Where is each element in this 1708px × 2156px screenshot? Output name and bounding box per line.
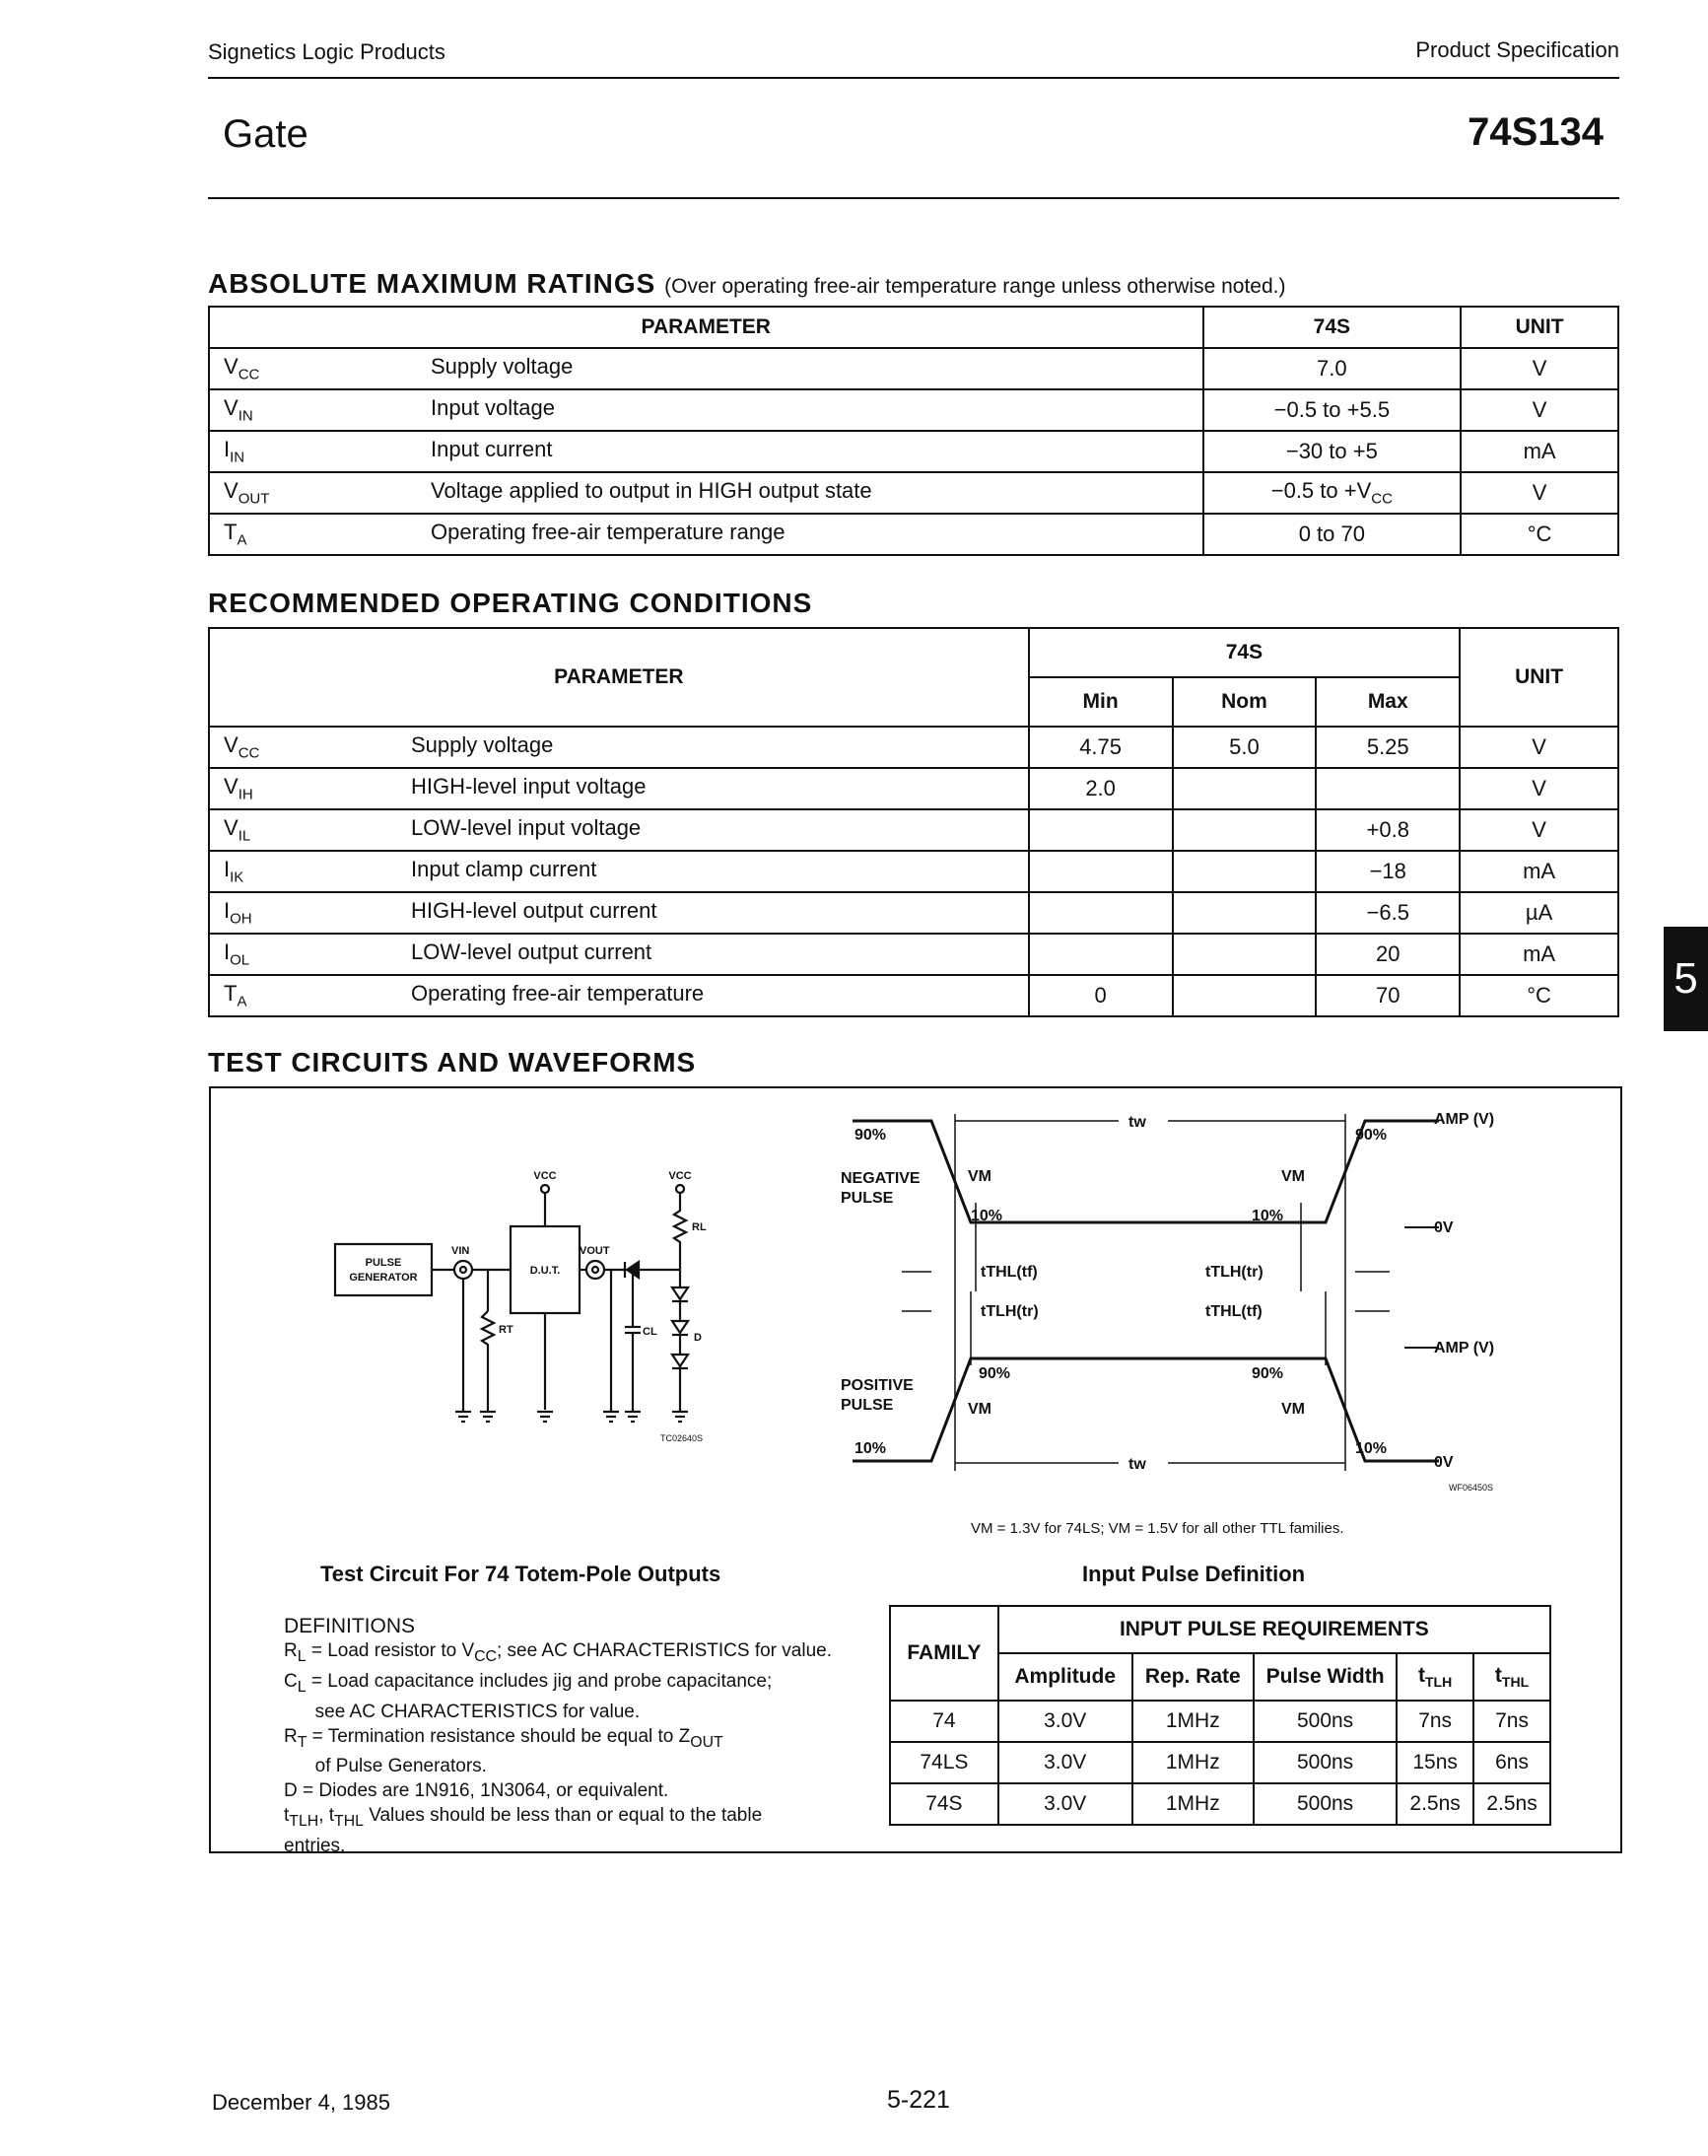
symbol: V <box>224 732 239 758</box>
negative-pulse-label: PULSE <box>841 1190 894 1207</box>
abs-unit-cell: V <box>1461 389 1618 431</box>
value: 7.0 <box>1317 356 1347 381</box>
pulse-cell: 1MHz <box>1132 1701 1254 1742</box>
param-symbol <box>224 478 431 507</box>
value: −0.5 to +5.5 <box>1273 397 1391 422</box>
pulse-cell: 1MHz <box>1132 1783 1254 1825</box>
vcc-label-1: VCC <box>533 1170 557 1182</box>
rec-max-cell: 20 <box>1316 934 1460 975</box>
param-desc: Supply voltage <box>411 732 554 758</box>
abs-unit-cell: V <box>1461 348 1618 389</box>
wave-code: WF06450S <box>1449 1483 1494 1493</box>
pulse-cell: 2.5ns <box>1397 1783 1473 1825</box>
param-symbol <box>224 939 411 968</box>
pulse-cell: 3.0V <box>998 1701 1132 1742</box>
symbol: T <box>224 520 238 545</box>
positive-pulse-label: PULSE <box>841 1397 894 1414</box>
part-number: 74S134 <box>1468 110 1604 154</box>
abs-param-cell <box>209 389 1203 431</box>
input-pulse-waveforms <box>833 1104 1523 1498</box>
pos-90-label-right: 90% <box>1252 1365 1284 1382</box>
symbol-subscript: IL <box>238 827 251 845</box>
rec-max-cell: −18 <box>1316 851 1460 892</box>
definition-line: $C_L$ = Load capacitance includes jig and probe capacitance; <box>284 1670 773 1696</box>
pulse-cell: 500ns <box>1254 1701 1397 1742</box>
header-left: Signetics Logic Products <box>208 39 445 64</box>
rec-row <box>209 727 1618 768</box>
pulse-cell: 1MHz <box>1132 1742 1254 1783</box>
neg-10-label: 10% <box>971 1208 1003 1224</box>
param-desc: Input current <box>431 437 553 462</box>
vcc-label-2: VCC <box>668 1170 692 1182</box>
pulse-cell: 500ns <box>1254 1783 1397 1825</box>
symbol-subscript: OUT <box>238 490 270 508</box>
abs-value-cell <box>1203 514 1462 555</box>
symbol-subscript: A <box>237 531 247 549</box>
pulse-col-family: FAMILY <box>890 1606 998 1701</box>
rec-col-nom: Nom <box>1173 677 1317 727</box>
value: 0 to 70 <box>1298 522 1365 546</box>
rec-min-cell <box>1029 934 1173 975</box>
abs-unit-cell: V <box>1461 472 1618 514</box>
abs-max-note: (Over operating free-air temperature range unless otherwise noted.) <box>664 275 1286 298</box>
rec-min-cell <box>1029 809 1173 851</box>
ttlh-tr-label-lower: tTLH(tr) <box>981 1303 1039 1320</box>
rt-label: RT <box>499 1324 513 1336</box>
definitions-title: DEFINITIONS <box>284 1615 416 1637</box>
footer-page: 5-221 <box>887 2086 950 2114</box>
rec-min-cell: 0 <box>1029 975 1173 1016</box>
title-rule <box>208 197 1619 199</box>
rec-col-param: PARAMETER <box>209 628 1029 727</box>
symbol: I <box>224 939 231 965</box>
pulse-col: $t_{THL}$ <box>1473 1653 1550 1701</box>
rec-nom-cell <box>1173 975 1317 1016</box>
param-symbol <box>224 732 411 761</box>
rec-max-cell <box>1316 768 1460 809</box>
header-right: Product Specification <box>1415 37 1619 62</box>
symbol-subscript: A <box>237 993 247 1010</box>
pulse-cell: 500ns <box>1254 1742 1397 1783</box>
abs-param-cell <box>209 472 1203 514</box>
test-title: TEST CIRCUITS AND WAVEFORMS <box>208 1047 697 1078</box>
param-desc: LOW-level output current <box>411 939 652 965</box>
vout-label: VOUT <box>580 1245 610 1257</box>
symbol-subscript: OH <box>230 910 252 928</box>
definition-line: $R_L$ = Load resistor to $V_{CC}$; see AC CHARACTERISTICS for value. <box>284 1640 832 1665</box>
rec-row <box>209 768 1618 809</box>
circuit-caption: Test Circuit For 74 Totem-Pole Outputs <box>320 1562 721 1586</box>
definitions <box>284 1614 832 1858</box>
symbol-subscript: IN <box>238 407 253 425</box>
rec-nom-cell <box>1173 851 1317 892</box>
param-desc: Operating free-air temperature range <box>431 520 786 545</box>
param-desc: Supply voltage <box>431 354 574 380</box>
pulse-col: Rep. Rate <box>1132 1653 1254 1701</box>
abs-param-cell <box>209 431 1203 472</box>
rec-param-cell <box>209 851 1029 892</box>
tthl-tf-label-lower: tTHL(tf) <box>1205 1303 1263 1320</box>
param-symbol <box>224 815 411 844</box>
abs-max-title-text: ABSOLUTE MAXIMUM RATINGS <box>208 268 656 299</box>
rec-nom-cell <box>1173 768 1317 809</box>
ov-label-top: 0V <box>1434 1219 1454 1236</box>
pulse-cell: 3.0V <box>998 1742 1132 1783</box>
rec-param-cell <box>209 809 1029 851</box>
symbol-subscript: IN <box>230 449 245 466</box>
rec-unit-cell: V <box>1460 727 1618 768</box>
symbol: T <box>224 981 238 1007</box>
param-symbol <box>224 395 431 424</box>
negative-label: NEGATIVE <box>841 1170 921 1187</box>
symbol: V <box>224 815 239 841</box>
rec-nom-cell <box>1173 809 1317 851</box>
definition-line: entries. <box>284 1836 346 1857</box>
rec-col-min: Min <box>1029 677 1173 727</box>
tthl-tf-label: tTHL(tf) <box>981 1264 1038 1281</box>
rec-max-cell: +0.8 <box>1316 809 1460 851</box>
pulse-cell: 2.5ns <box>1473 1783 1550 1825</box>
param-desc: Input clamp current <box>411 857 597 882</box>
abs-row <box>209 389 1618 431</box>
tw-label-top: tw <box>1128 1114 1146 1131</box>
rec-unit-cell: V <box>1460 768 1618 809</box>
abs-row <box>209 514 1618 555</box>
symbol-subscript: OL <box>230 951 250 969</box>
pulse-row <box>890 1701 1550 1742</box>
abs-param-cell <box>209 348 1203 389</box>
abs-param-cell <box>209 514 1203 555</box>
symbol: I <box>224 437 231 462</box>
param-desc: HIGH-level input voltage <box>411 774 647 800</box>
symbol: I <box>224 857 231 882</box>
param-desc: LOW-level input voltage <box>411 815 642 841</box>
pulse-col: Amplitude <box>998 1653 1132 1701</box>
value-subscript: CC <box>1371 490 1393 508</box>
pulse-cell: 3.0V <box>998 1783 1132 1825</box>
rec-nom-cell <box>1173 892 1317 934</box>
rec-min-cell: 4.75 <box>1029 727 1173 768</box>
pulse-col-group: INPUT PULSE REQUIREMENTS <box>998 1606 1550 1653</box>
rec-param-cell <box>209 975 1029 1016</box>
definition-line: $R_T$ = Termination resistance should be equal to $Z_{OUT}$ <box>284 1725 723 1751</box>
symbol: V <box>224 354 239 380</box>
abs-max-title <box>208 268 1285 300</box>
abs-row <box>209 348 1618 389</box>
circuit-code: TC02640S <box>660 1433 704 1443</box>
vm-note: VM = 1.3V for 74LS; VM = 1.5V for all other TTL families. <box>971 1520 1344 1537</box>
pulse-gen-label-1: PULSE <box>365 1257 402 1269</box>
abs-col-unit: UNIT <box>1461 307 1618 348</box>
pos-vm-label: VM <box>968 1401 991 1418</box>
ttlh-tr-label: tTLH(tr) <box>1205 1264 1264 1281</box>
pulse-gen-label-2: GENERATOR <box>349 1272 418 1284</box>
dut-label: D.U.T. <box>529 1265 561 1277</box>
rec-col-unit: UNIT <box>1460 628 1618 727</box>
abs-value-cell <box>1203 431 1462 472</box>
definition-line: D = Diodes are 1N916, 1N3064, or equivalent. <box>284 1780 669 1802</box>
abs-col-param: PARAMETER <box>209 307 1203 348</box>
rec-max-cell: −6.5 <box>1316 892 1460 934</box>
section-tab: 5 <box>1664 927 1708 1031</box>
rec-row <box>209 892 1618 934</box>
rec-unit-cell: V <box>1460 809 1618 851</box>
symbol: V <box>224 395 239 421</box>
rec-param-cell <box>209 934 1029 975</box>
ov-label-bottom: 0V <box>1434 1454 1454 1471</box>
rec-min-cell <box>1029 892 1173 934</box>
test-circuit-diagram <box>325 1153 707 1449</box>
param-symbol <box>224 857 411 885</box>
rl-label: RL <box>692 1221 707 1233</box>
param-symbol <box>224 437 431 465</box>
neg-vm-label: VM <box>968 1168 991 1185</box>
pos-10-label: 10% <box>854 1440 887 1457</box>
amp-label-top: AMP (V) <box>1434 1111 1495 1128</box>
abs-col-74s: 74S <box>1203 307 1462 348</box>
param-symbol <box>224 981 411 1009</box>
cl-label: CL <box>643 1326 657 1338</box>
rec-row <box>209 934 1618 975</box>
pulse-requirements-table <box>889 1605 1551 1826</box>
rec-op-title: RECOMMENDED OPERATING CONDITIONS <box>208 588 813 618</box>
value: −0.5 to +V <box>1270 478 1372 504</box>
pulse-cell: 74 <box>890 1701 998 1742</box>
pulse-cell: 74LS <box>890 1742 998 1783</box>
abs-row <box>209 431 1618 472</box>
pulse-col: $t_{TLH}$ <box>1397 1653 1473 1701</box>
param-symbol <box>224 354 431 383</box>
abs-row <box>209 472 1618 514</box>
pulse-cell: 7ns <box>1397 1701 1473 1742</box>
rec-unit-cell: µA <box>1460 892 1618 934</box>
header-rule <box>208 77 1619 79</box>
positive-label: POSITIVE <box>841 1377 914 1394</box>
definition-line: $t_{TLH}$, $t_{THL}$ Values should be less than or equal to the table <box>284 1805 763 1831</box>
param-symbol <box>224 898 411 927</box>
rec-unit-cell: mA <box>1460 851 1618 892</box>
rec-param-cell <box>209 727 1029 768</box>
rec-col-group: 74S <box>1029 628 1460 677</box>
rec-nom-cell <box>1173 934 1317 975</box>
definition-line: of Pulse Generators. <box>284 1756 487 1777</box>
rec-min-cell: 2.0 <box>1029 768 1173 809</box>
rec-param-cell <box>209 892 1029 934</box>
param-symbol <box>224 520 431 548</box>
neg-90-label-right: 90% <box>1355 1127 1388 1144</box>
symbol-subscript: CC <box>238 366 260 383</box>
rec-nom-cell: 5.0 <box>1173 727 1317 768</box>
abs-unit-cell: °C <box>1461 514 1618 555</box>
pulse-cell: 6ns <box>1473 1742 1550 1783</box>
abs-max-table <box>208 306 1619 556</box>
neg-10-label-right: 10% <box>1252 1208 1284 1224</box>
param-symbol <box>224 774 411 802</box>
rec-max-cell: 5.25 <box>1316 727 1460 768</box>
rec-row <box>209 851 1618 892</box>
pulse-caption: Input Pulse Definition <box>1082 1562 1306 1586</box>
pulse-row <box>890 1742 1550 1783</box>
pos-90-label: 90% <box>979 1365 1011 1382</box>
value: −30 to +5 <box>1285 439 1378 463</box>
pulse-cell: 7ns <box>1473 1701 1550 1742</box>
neg-90-label: 90% <box>854 1127 887 1144</box>
rec-unit-cell: mA <box>1460 934 1618 975</box>
abs-value-cell <box>1203 348 1462 389</box>
rec-min-cell <box>1029 851 1173 892</box>
abs-value-cell <box>1203 472 1462 514</box>
d-label: D <box>694 1332 702 1344</box>
pulse-cell: 15ns <box>1397 1742 1473 1783</box>
abs-unit-cell: mA <box>1461 431 1618 472</box>
param-desc: HIGH-level output current <box>411 898 657 924</box>
rec-op-table <box>208 627 1619 1017</box>
pos-vm-label-right: VM <box>1281 1401 1305 1418</box>
symbol: V <box>224 774 239 800</box>
vin-label: VIN <box>451 1245 470 1257</box>
rec-max-cell: 70 <box>1316 975 1460 1016</box>
param-desc: Voltage applied to output in HIGH output state <box>431 478 872 504</box>
symbol-subscript: CC <box>238 744 260 762</box>
symbol-subscript: IH <box>238 786 253 803</box>
definition-line: see AC CHARACTERISTICS for value. <box>284 1701 641 1722</box>
symbol-subscript: IK <box>230 869 244 886</box>
symbol: V <box>224 478 239 504</box>
pos-10-label-right: 10% <box>1355 1440 1388 1457</box>
neg-vm-label-right: VM <box>1281 1168 1305 1185</box>
footer-date: December 4, 1985 <box>212 2090 390 2115</box>
symbol: I <box>224 898 231 924</box>
param-desc: Input voltage <box>431 395 555 421</box>
rec-param-cell <box>209 768 1029 809</box>
rec-col-max: Max <box>1316 677 1460 727</box>
abs-value-cell <box>1203 389 1462 431</box>
pulse-row <box>890 1783 1550 1825</box>
page-title: Gate <box>223 112 308 156</box>
rec-row <box>209 975 1618 1016</box>
tw-label-bottom: tw <box>1128 1456 1146 1473</box>
pulse-cell: 74S <box>890 1783 998 1825</box>
rec-unit-cell: °C <box>1460 975 1618 1016</box>
param-desc: Operating free-air temperature <box>411 981 705 1007</box>
amp-label-bottom: AMP (V) <box>1434 1340 1495 1356</box>
rec-row <box>209 809 1618 851</box>
pulse-col: Pulse Width <box>1254 1653 1397 1701</box>
